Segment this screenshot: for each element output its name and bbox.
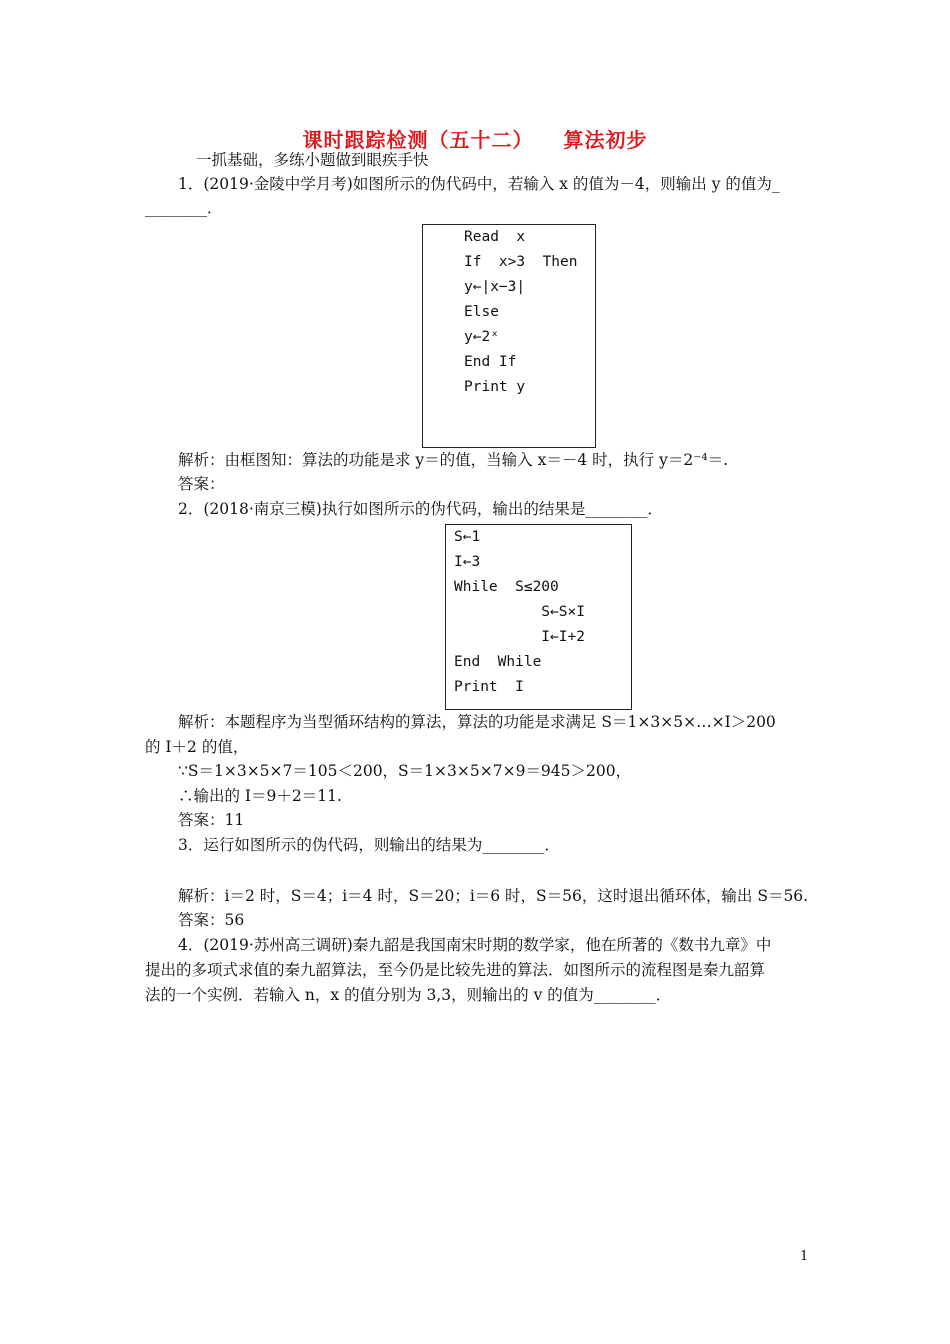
q1-code-box xyxy=(422,224,596,448)
title-topic: 算法初步 xyxy=(563,128,648,152)
q3-analysis: 解析：i＝2 时，S＝4；i＝4 时，S＝20；i＝6 时，S＝56，这时退出循环体，输出 S＝56. xyxy=(178,887,809,905)
q4-line1: 4．(2019·苏州高三调研)秦九韶是我国南宋时期的数学家，他在所著的《数书九章》中 xyxy=(178,936,772,954)
section-subtitle: 一抓基础，多练小题做到眼疾手快 xyxy=(196,151,429,169)
q2-analysis-line4: ∴输出的 I＝9＋2＝11. xyxy=(178,787,342,805)
q2-code-line: While S≤200 xyxy=(454,579,559,595)
q2-line1: 2．(2018·南京三模)执行如图所示的伪代码，输出的结果是________． xyxy=(178,500,663,518)
page-title xyxy=(0,124,950,153)
q2-code-line: S←1 xyxy=(454,529,481,545)
q3-answer: 答案：56 xyxy=(178,911,245,929)
q2-code-line: I←3 xyxy=(454,554,481,570)
q2-answer: 答案：11 xyxy=(178,811,245,829)
q1-code-line: Else xyxy=(464,304,499,320)
q1-answer: 答案： xyxy=(178,475,225,493)
q2-analysis-line2: 的 I＋2 的值， xyxy=(145,738,249,756)
q2-code-line: End While xyxy=(454,654,542,670)
q4-line3: 法的一个实例．若输入 n，x 的值分别为 3,3，则输出的 v 的值为________． xyxy=(145,986,672,1004)
q1-line1: 1．(2019·金陵中学月考)如图所示的伪代码中，若输入 x 的值为－4，则输出 y 的值为_ xyxy=(178,175,780,193)
title-main: 课时跟踪检测（五十二） xyxy=(302,128,534,152)
q1-code-line: y←2ˣ xyxy=(464,329,499,345)
q2-code-line: S←S×I xyxy=(454,604,585,620)
q1-code-line: End If xyxy=(464,354,517,370)
q1-code-line: y←|x−3| xyxy=(464,279,526,295)
q1-line2: ________． xyxy=(145,199,223,217)
q2-code-line: Print I xyxy=(454,679,524,695)
q1-code-line: If x>3 Then xyxy=(464,254,578,270)
q2-analysis-line1: 解析：本题程序为当型循环结构的算法，算法的功能是求满足 S＝1×3×5×…×I＞200 xyxy=(178,713,776,731)
page-number: 1 xyxy=(800,1249,809,1264)
q4-line2: 提出的多项式求值的秦九韶算法，至今仍是比较先进的算法．如图所示的流程图是秦九韶算 xyxy=(145,961,766,979)
q1-code-line: Print y xyxy=(464,379,526,395)
q2-code-line: I←I+2 xyxy=(454,629,585,645)
q1-code-line: Read x xyxy=(464,229,526,245)
q3-line1: 3．运行如图所示的伪代码，则输出的结果为________． xyxy=(178,836,560,854)
q2-code-box xyxy=(445,524,632,710)
q1-analysis: 解析：由框图知：算法的功能是求 y＝的值，当输入 x＝－4 时，执行 y＝2⁻⁴＝. xyxy=(178,451,729,469)
q2-analysis-line3: ∵S＝1×3×5×7＝105＜200，S＝1×3×5×7×9＝945＞200， xyxy=(178,762,632,780)
